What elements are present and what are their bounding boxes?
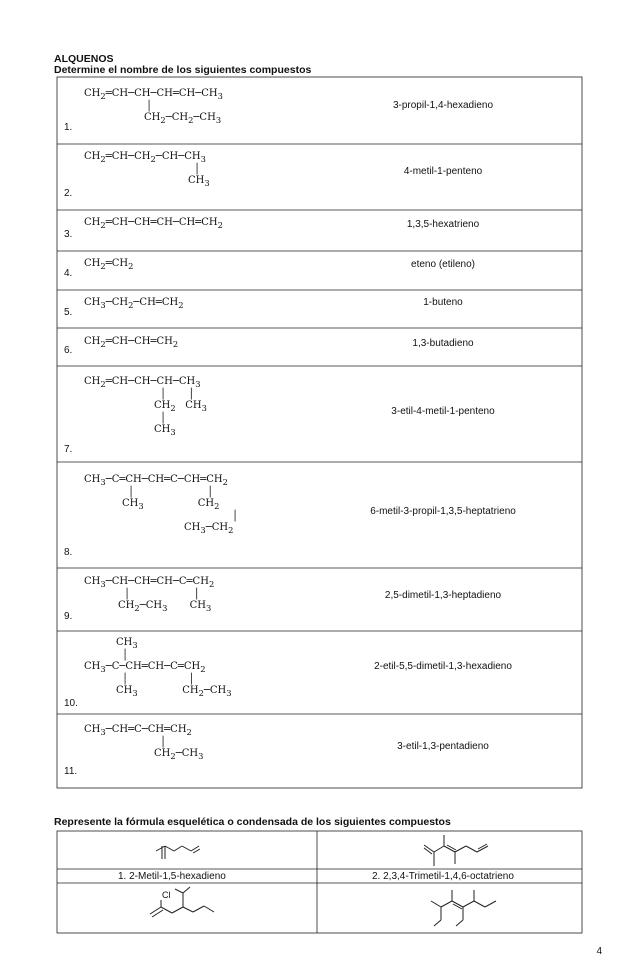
compound-name: 2-etil-5,5-dimetil-1,3-hexadieno — [374, 661, 512, 672]
formula-9: $CH_3─CH─CH═CH─C═CH_2$ │ │ $CH_2─CH_3$ $CH_3$ — [84, 576, 215, 613]
compound-name: 6-metil-3-propil-1,3,5-heptatrieno — [370, 506, 516, 517]
section2-title: Represente la fórmula esquelética o condensada de los siguientes compuestos — [54, 816, 451, 828]
row-number: 6. — [64, 345, 73, 356]
row-number: 3. — [64, 229, 73, 240]
compound-name: 4-metil-1-penteno — [403, 166, 483, 177]
row-number: 1. — [64, 122, 73, 133]
row-number: 9. — [64, 611, 73, 622]
row-number: 11. — [64, 766, 78, 777]
row-number: 7. — [64, 444, 73, 455]
formula-8: $CH_3─C═CH─CH═C─CH═CH_2$ │ │ $CH_3$ $CH_2$ │ $CH_3─CH_2$ — [84, 474, 239, 535]
skeletal-formula-1 — [156, 846, 200, 859]
row-number: 8. — [64, 547, 73, 558]
chlorine-label: Cl — [162, 890, 171, 900]
formula-7: $CH_2═CH─CH─CH─CH_3$ │ │ $CH_2$ $CH_3$ │ $CH_3$ — [84, 376, 207, 437]
skeletal-label-2: 2. 2,3,4-Trimetil-1,4,6-octatrieno — [372, 871, 514, 882]
formula-2: $CH_2═CH─CH_2─CH─CH_3$ │ $CH_3$ — [84, 151, 210, 188]
formula-10: $CH_3$ │ $CH_3─C─CH═CH─C═CH_2$ │ │ $CH_3$ $CH_2─CH_3$ — [84, 637, 232, 698]
formula-3: $CH_2═CH─CH═CH─CH═CH_2$ — [84, 217, 223, 230]
row-number: 4. — [64, 268, 73, 279]
compound-name: 2,5-dimetil-1,3-heptadieno — [384, 590, 502, 601]
compound-name: 3-etil-4-metil-1-penteno — [391, 406, 495, 417]
skeletal-formula-2 — [424, 835, 488, 866]
formula-5: $CH_3─CH_2─CH═CH_2$ — [84, 297, 184, 310]
page-number: 4 — [596, 946, 602, 957]
row-number: 5. — [64, 307, 73, 318]
section-title: ALQUENOS — [54, 53, 114, 65]
compound-name: 3-etil-1,3-pentadieno — [397, 741, 489, 752]
compound-name: 3-propil-1,4-hexadieno — [392, 100, 494, 111]
formula-6: $CH_2═CH─CH═CH_2$ — [84, 336, 179, 349]
compound-name: 1,3-butadieno — [412, 338, 474, 349]
compound-name: eteno (etileno) — [411, 259, 475, 270]
skeletal-formula-3 — [150, 887, 214, 917]
row-number: 10. — [64, 698, 78, 709]
skeletal-formula-4 — [431, 890, 496, 926]
row-number: 2. — [64, 188, 73, 199]
formula-1: $CH_2═CH─CH─CH═CH─CH_3$ │ $CH_2─CH_2─CH_3$ — [84, 88, 223, 125]
formula-11: $CH_3─CH═C─CH═CH_2$ │ $CH_2─CH_3$ — [84, 724, 204, 761]
compound-name: 1-buteno — [423, 297, 463, 308]
compound-name: 1,3,5-hexatrieno — [406, 219, 480, 230]
formula-4: $CH_2═CH_2$ — [84, 258, 134, 271]
section-subtitle: Determine el nombre de los siguientes compuestos — [54, 64, 312, 76]
skeletal-label-1: 1. 2-Metil-1,5-hexadieno — [118, 871, 226, 882]
